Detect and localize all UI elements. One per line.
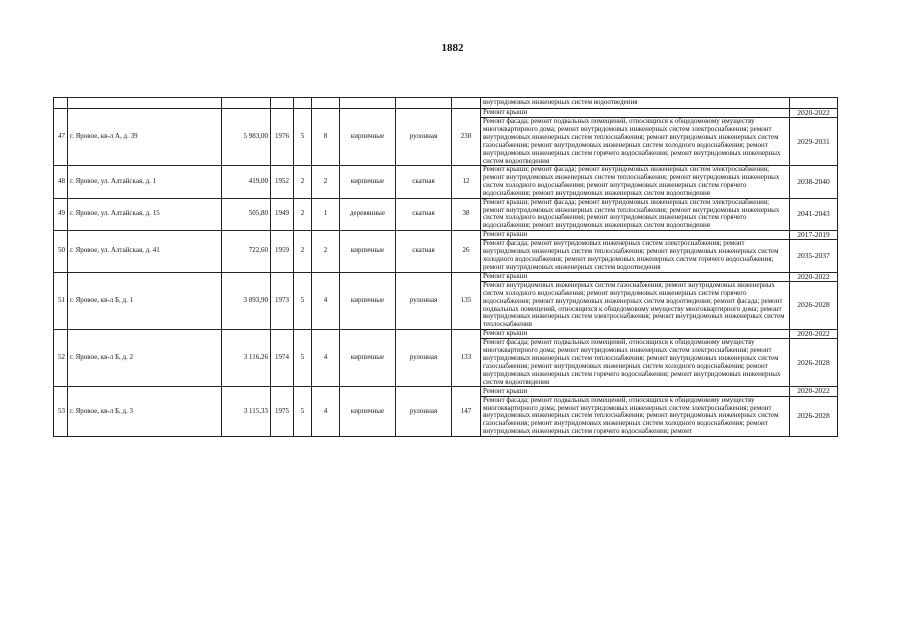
- address-cell: г. Яровое, кв-л Б, д. 3: [68, 387, 222, 437]
- residents-cell: 135: [452, 272, 481, 329]
- works-cell: Ремонт крыши: [481, 230, 790, 239]
- roof-type-cell: рулонная: [396, 387, 452, 437]
- floors-cell: 5: [294, 387, 312, 437]
- wall-material-cell: кирпичные: [340, 166, 396, 198]
- table-row: [54, 198, 838, 230]
- continuation-row: [54, 98, 838, 109]
- period-cell: 2026-2028: [790, 282, 838, 330]
- year-cell: 1952: [271, 166, 294, 198]
- registry-body: [54, 98, 838, 437]
- roof-type-cell: рулонная: [396, 272, 452, 329]
- empty-cell: [222, 98, 271, 109]
- period-cell: 2026-2028: [790, 396, 838, 436]
- period-cell: 2038-2040: [790, 166, 838, 198]
- period-cell: 2029-2031: [790, 118, 838, 166]
- page-number: 1882: [441, 42, 464, 54]
- row-number: 50: [54, 230, 68, 272]
- works-cell: Ремонт крыши: [481, 272, 790, 281]
- entrances-cell: 2: [312, 230, 340, 272]
- entrances-cell: 4: [312, 272, 340, 329]
- residents-cell: 147: [452, 387, 481, 437]
- year-cell: 1976: [271, 109, 294, 166]
- works-cell: Ремонт фасада; ремонт подвальных помещений, относящихся к общедомовому имуществу многоквартирного дома; ремонт внутридомовых инженерных систем электроснабжения; ремонт внутридомовых инженерных систем теплоснабжения; ремонт внутридомовых инженерных систем газоснабжения; ремонт внутридомовых инженерных систем холодного водоснабжения; ремонт внутридомовых инженерных систем горячего водоснабжения; ремонт внутридомовых инженерных систем водоотведения: [481, 118, 790, 166]
- floors-cell: 2: [294, 198, 312, 230]
- residents-cell: 230: [452, 109, 481, 166]
- row-number: 49: [54, 198, 68, 230]
- area-cell: 3 093,90: [222, 272, 271, 329]
- address-cell: г. Яровое, ул. Алтайская, д. 1: [68, 166, 222, 198]
- area-cell: 5 983,00: [222, 109, 271, 166]
- works-cell: Ремонт крыши; ремонт фасада; ремонт внутридомовых инженерных систем электроснабжения; ремонт внутридомовых инженерных систем теплоснабжения; ремонт внутридомовых инженерных систем холодного водоснабжения; ремонт внутридомовых инженерных систем горячего водоснабжения; ремонт внутридомовых инженерных систем водоотведения: [481, 198, 790, 230]
- roof-type-cell: рулонная: [396, 330, 452, 387]
- area-cell: 505,80: [222, 198, 271, 230]
- year-cell: 1959: [271, 230, 294, 272]
- address-cell: г. Яровое, кв-л Б, д. 1: [68, 272, 222, 329]
- roof-type-cell: скатная: [396, 198, 452, 230]
- row-number: 53: [54, 387, 68, 437]
- empty-cell: [68, 98, 222, 109]
- year-cell: 1975: [271, 387, 294, 437]
- works-cell: Ремонт крыши: [481, 330, 790, 339]
- floors-cell: 5: [294, 109, 312, 166]
- address-cell: г. Яровое, ул. Алтайская, д. 41: [68, 230, 222, 272]
- period-cell: 2020-2022: [790, 387, 838, 396]
- year-cell: 1974: [271, 330, 294, 387]
- housing-registry-table: [53, 97, 838, 437]
- empty-cell: [294, 98, 312, 109]
- wall-material-cell: кирпичные: [340, 330, 396, 387]
- row-number: 52: [54, 330, 68, 387]
- works-cell: Ремонт фасада; ремонт подвальных помещений, относящихся к общедомовому имуществу многоквартирного дома; ремонт внутридомовых инженерных систем электроснабжения; ремонт внутридомовых инженерных систем теплоснабжения; ремонт внутридомовых инженерных систем газоснабжения; ремонт внутридомовых инженерных систем холодного водоснабжения; ремонт внутридомовых инженерных систем горячего водоснабжения; ремонт внутридомовых инженерных систем водоотведения: [481, 339, 790, 387]
- wall-material-cell: кирпичные: [340, 272, 396, 329]
- floors-cell: 5: [294, 272, 312, 329]
- period-cell: 2026-2028: [790, 339, 838, 387]
- address-cell: г. Яровое, кв-л Б, д. 2: [68, 330, 222, 387]
- floors-cell: 2: [294, 166, 312, 198]
- empty-cell: [790, 98, 838, 109]
- period-cell: 2020-2022: [790, 109, 838, 118]
- works-cell: Ремонт крыши: [481, 109, 790, 118]
- row-number: 47: [54, 109, 68, 166]
- continuation-text: внутридомовых инженерных систем водоотведения: [481, 98, 790, 109]
- entrances-cell: 4: [312, 387, 340, 437]
- area-cell: 3 116,26: [222, 330, 271, 387]
- entrances-cell: 4: [312, 330, 340, 387]
- entrances-cell: 8: [312, 109, 340, 166]
- works-cell: Ремонт внутридомовых инженерных систем газоснабжения; ремонт внутридомовых инженерных систем холодного водоснабжения; ремонт внутридомовых инженерных систем горячего водоснабжения; ремонт внутридомовых инженерных систем водоотведения; ремонт фасада; ремонт подвальных помещений, относящихся к общедомовому имуществу многоквартирного дома; ремонт внутридомовых инженерных систем электроснабжения; ремонт внутридомовых инженерных систем теплоснабжения: [481, 282, 790, 330]
- residents-cell: 12: [452, 166, 481, 198]
- period-cell: 2020-2022: [790, 330, 838, 339]
- period-cell: 2017-2019: [790, 230, 838, 239]
- roof-type-cell: скатная: [396, 230, 452, 272]
- residents-cell: 38: [452, 198, 481, 230]
- empty-cell: [312, 98, 340, 109]
- row-number: 48: [54, 166, 68, 198]
- entrances-cell: 2: [312, 166, 340, 198]
- empty-cell: [54, 98, 68, 109]
- entrances-cell: 1: [312, 198, 340, 230]
- period-cell: 2020-2022: [790, 272, 838, 281]
- year-cell: 1949: [271, 198, 294, 230]
- year-cell: 1973: [271, 272, 294, 329]
- works-cell: Ремонт фасада; ремонт внутридомовых инженерных систем электроснабжения; ремонт внутридомовых инженерных систем теплоснабжения; ремонт внутридомовых инженерных систем холодного водоснабжения; ремонт внутридомовых инженерных систем горячего водоснабжения; ремонт внутридомовых инженерных систем водоотведения: [481, 240, 790, 272]
- area-cell: 722,60: [222, 230, 271, 272]
- address-cell: г. Яровое, ул. Алтайская, д. 15: [68, 198, 222, 230]
- period-cell: 2041-2043: [790, 198, 838, 230]
- floors-cell: 2: [294, 230, 312, 272]
- period-cell: 2035-2037: [790, 240, 838, 272]
- floors-cell: 5: [294, 330, 312, 387]
- works-cell: Ремонт крыши: [481, 387, 790, 396]
- empty-cell: [396, 98, 452, 109]
- works-cell: Ремонт фасада; ремонт подвальных помещений, относящихся к общедомовому имуществу многоквартирного дома; ремонт внутридомовых инженерных систем электроснабжения; ремонт внутридомовых инженерных систем теплоснабжения; ремонт внутридомовых инженерных систем газоснабжения; ремонт внутридомовых инженерных систем холодного водоснабжения; ремонт внутридомовых инженерных систем горячего водоснабжения; ремонт: [481, 396, 790, 436]
- wall-material-cell: деревянные: [340, 198, 396, 230]
- empty-cell: [452, 98, 481, 109]
- area-cell: 3 115,33: [222, 387, 271, 437]
- residents-cell: 26: [452, 230, 481, 272]
- table-row: [54, 166, 838, 198]
- area-cell: 419,00: [222, 166, 271, 198]
- wall-material-cell: кирпичные: [340, 387, 396, 437]
- empty-cell: [340, 98, 396, 109]
- empty-cell: [271, 98, 294, 109]
- roof-type-cell: рулонная: [396, 109, 452, 166]
- address-cell: г. Яровое, кв-л А, д. 39: [68, 109, 222, 166]
- row-number: 51: [54, 272, 68, 329]
- works-cell: Ремонт крыши; ремонт фасада; ремонт внутридомовых инженерных систем электроснабжения; ремонт внутридомовых инженерных систем теплоснабжения; ремонт внутридомовых инженерных систем холодного водоснабжения; ремонт внутридомовых инженерных систем горячего водоснабжения; ремонт внутридомовых инженерных систем водоотведения: [481, 166, 790, 198]
- table-row: [54, 387, 838, 396]
- residents-cell: 133: [452, 330, 481, 387]
- wall-material-cell: кирпичные: [340, 230, 396, 272]
- roof-type-cell: скатная: [396, 166, 452, 198]
- wall-material-cell: кирпичные: [340, 109, 396, 166]
